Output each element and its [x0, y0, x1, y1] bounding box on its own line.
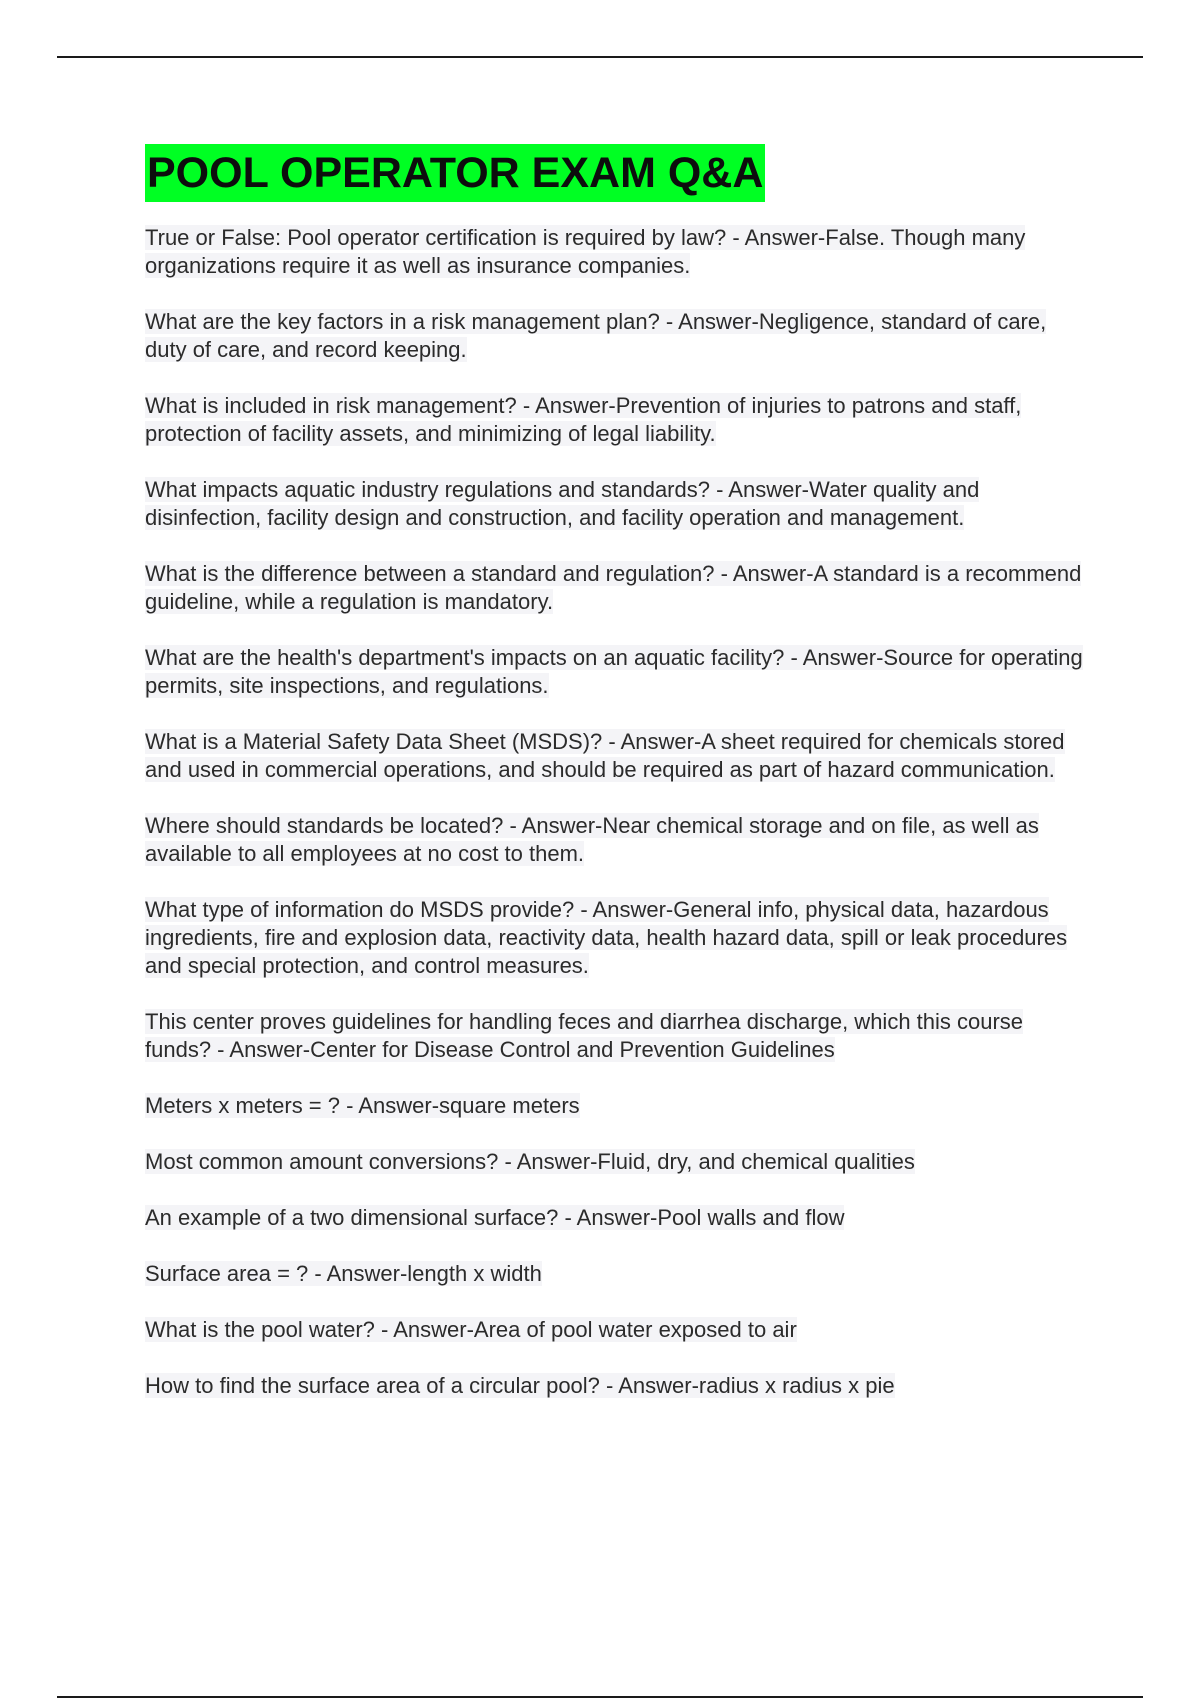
qa-item: [145, 1260, 1090, 1288]
bottom-rule: [57, 1696, 1143, 1698]
qa-item: [145, 1008, 1090, 1064]
qa-text: What is included in risk management? - Answer-Prevention of injuries to patrons and staff, protection of facility assets, and minimizing of legal liability.: [145, 393, 1022, 446]
qa-text: What is the pool water? - Answer-Area of pool water exposed to air: [145, 1317, 797, 1342]
qa-text: An example of a two dimensional surface? - Answer-Pool walls and flow: [145, 1205, 845, 1230]
top-rule: [57, 56, 1143, 58]
qa-list: [145, 224, 1090, 1400]
qa-text: True or False: Pool operator certification is required by law? - Answer-False. Though many organizations require it as well as insurance companies.: [145, 225, 1026, 278]
qa-item: [145, 308, 1090, 364]
qa-text: What impacts aquatic industry regulations and standards? - Answer-Water quality and disinfection, facility design and construction, and facility operation and management.: [145, 477, 980, 530]
document-body: [145, 144, 1090, 1428]
qa-text: What type of information do MSDS provide? - Answer-General info, physical data, hazardous ingredients, fire and explosion data, reactivity data, health hazard data, spill or leak procedures and special protection, and control measures.: [145, 897, 1068, 978]
qa-item: [145, 644, 1090, 700]
qa-item: [145, 812, 1090, 868]
qa-item: [145, 1204, 1090, 1232]
qa-text: Where should standards be located? - Answer-Near chemical storage and on file, as well as available to all employees at no cost to them.: [145, 813, 1039, 866]
qa-text: What is a Material Safety Data Sheet (MSDS)? - Answer-A sheet required for chemicals stored and used in commercial operations, and should be required as part of hazard communication.: [145, 729, 1065, 782]
qa-item: [145, 392, 1090, 448]
page-title: POOL OPERATOR EXAM Q&A: [145, 144, 765, 202]
qa-item: [145, 728, 1090, 784]
qa-text: What are the health's department's impacts on an aquatic facility? - Answer-Source for operating permits, site inspections, and regulations.: [145, 645, 1083, 698]
qa-item: [145, 224, 1090, 280]
qa-text: What is the difference between a standard and regulation? - Answer-A standard is a recommend guideline, while a regulation is mandatory.: [145, 561, 1082, 614]
qa-item: [145, 476, 1090, 532]
qa-item: [145, 1316, 1090, 1344]
qa-text: How to find the surface area of a circular pool? - Answer-radius x radius x pie: [145, 1373, 895, 1398]
qa-text: What are the key factors in a risk management plan? - Answer-Negligence, standard of care, duty of care, and record keeping.: [145, 309, 1047, 362]
qa-item: [145, 1148, 1090, 1176]
qa-text: Most common amount conversions? - Answer-Fluid, dry, and chemical qualities: [145, 1149, 915, 1174]
qa-item: [145, 1092, 1090, 1120]
qa-text: Surface area = ? - Answer-length x width: [145, 1261, 542, 1286]
qa-item: [145, 1372, 1090, 1400]
qa-item: [145, 896, 1090, 980]
qa-text: This center proves guidelines for handling feces and diarrhea discharge, which this course funds? - Answer-Center for Disease Control and Prevention Guidelines: [145, 1009, 1024, 1062]
qa-item: [145, 560, 1090, 616]
qa-text: Meters x meters = ? - Answer-square meters: [145, 1093, 580, 1118]
